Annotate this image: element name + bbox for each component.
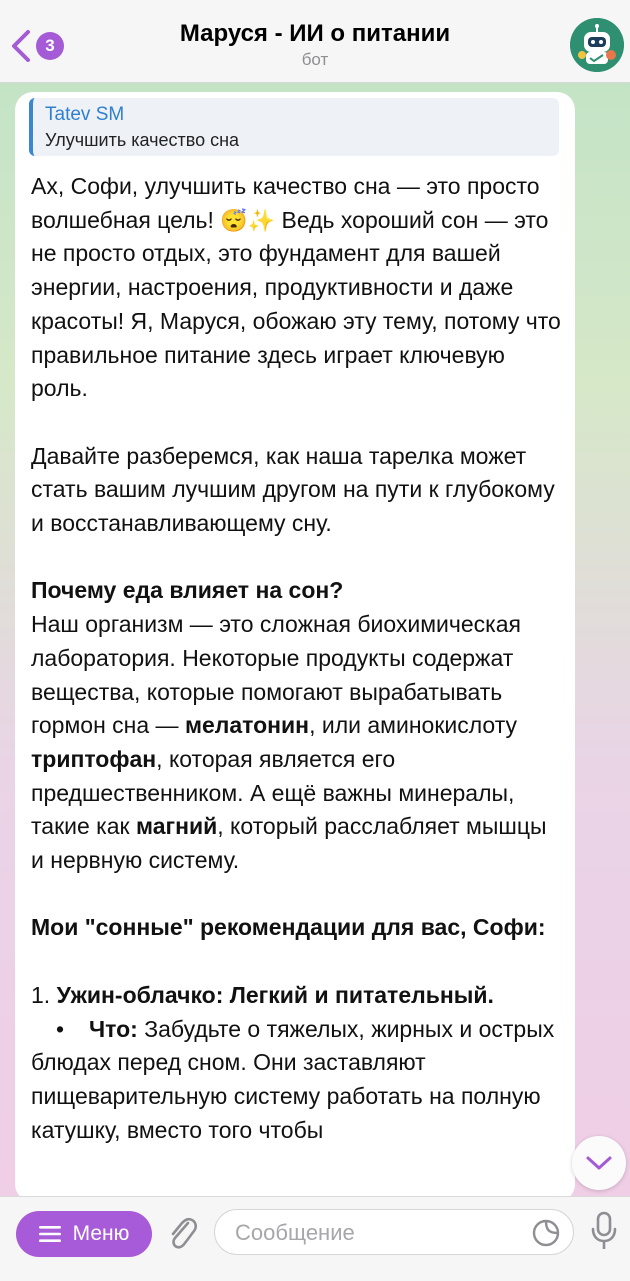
list-item xyxy=(31,979,561,1013)
menu-button[interactable] xyxy=(16,1211,152,1257)
message-input[interactable] xyxy=(233,1210,517,1256)
paragraph-plate: Давайте разберемся, как наша тарелка может стать вашим лучшим другом на пути к глубокому и восстанавливающему сну. xyxy=(31,442,555,537)
heading-recommendations-text: Мои "сонные" рекомендации для вас, Софи: xyxy=(31,914,546,941)
message-bubble xyxy=(15,92,575,1202)
heading-recommendations xyxy=(31,911,561,945)
term-magnesium: магний xyxy=(135,813,218,840)
scroll-to-bottom-button[interactable] xyxy=(572,1136,626,1190)
menu-button-label: Меню xyxy=(72,1222,130,1245)
reply-quote[interactable] xyxy=(29,98,559,156)
what-text: Забудьте о тяжелых, жирных и острых блюдах перед сном. Они заставляют пищеварительную систему работать на полную катушку, вместо того чтобы xyxy=(31,1015,555,1143)
biochem-text-b: , или аминокислоту xyxy=(309,712,517,739)
intro-text-b: Ведь хороший сон — это не просто отдых, это фундамент для вашей энергии, настроения, продуктивности и даже красоты! Я, Маруся, обожаю эту тему, потому что правильное питание здесь играет ключевую роль. xyxy=(31,206,561,402)
reply-author: Tatev SM xyxy=(45,104,125,125)
unread-count-badge: 3 xyxy=(36,32,64,60)
back-button[interactable] xyxy=(6,26,64,66)
message-text xyxy=(31,170,561,1147)
list-item-number: 1. xyxy=(31,981,57,1008)
biochem-text-d: , который расслабляет мышцы и нервную систему. xyxy=(31,813,547,874)
chat-header xyxy=(0,0,630,83)
chevron-left-icon xyxy=(6,26,38,66)
heading-why-food xyxy=(31,574,561,608)
paragraph-intro xyxy=(31,170,561,406)
biochem-text-a: Наш организм — это сложная биохимическая лаборатория. Некоторые продукты содержат вещества, которые помогают вырабатывать гормон сна — xyxy=(31,611,521,739)
paperclip-icon[interactable] xyxy=(164,1213,200,1253)
list-item-title: Ужин-облачко: Легкий и питательный. xyxy=(56,981,494,1008)
what-label: Что: xyxy=(89,1015,138,1042)
paragraph-biochem xyxy=(31,608,561,878)
robot-avatar-icon[interactable] xyxy=(570,18,624,72)
sleeping-face-emoji-icon: 😴 xyxy=(220,207,248,233)
bullet-dot: • xyxy=(55,1015,65,1042)
chat-title: Маруся - ИИ о питании xyxy=(179,20,451,47)
hamburger-icon xyxy=(39,1226,61,1242)
chat-title-block[interactable] xyxy=(100,20,530,70)
chevron-down-icon xyxy=(584,1153,614,1173)
chat-subtitle: бот xyxy=(301,50,329,69)
biochem-text-c: , которая является его предшественником. А ещё важны минералы, такие как xyxy=(31,745,515,840)
intro-text-a: Ах, Софи, улучшить качество сна — это просто волшебная цель! xyxy=(31,173,540,233)
reply-text: Улучшить качество сна xyxy=(45,130,240,150)
term-tryptophan: триптофан xyxy=(31,745,157,772)
heading-why-food-text: Почему еда влияет на сон? xyxy=(31,577,344,604)
sticker-icon[interactable] xyxy=(531,1218,561,1248)
sparkles-emoji-icon: ✨ xyxy=(247,207,276,233)
microphone-icon[interactable] xyxy=(588,1209,620,1255)
message-input-wrapper xyxy=(214,1209,574,1255)
term-melatonin: мелатонин xyxy=(184,712,310,739)
sub-bullet xyxy=(31,1013,561,1148)
message-composer xyxy=(0,1196,630,1281)
